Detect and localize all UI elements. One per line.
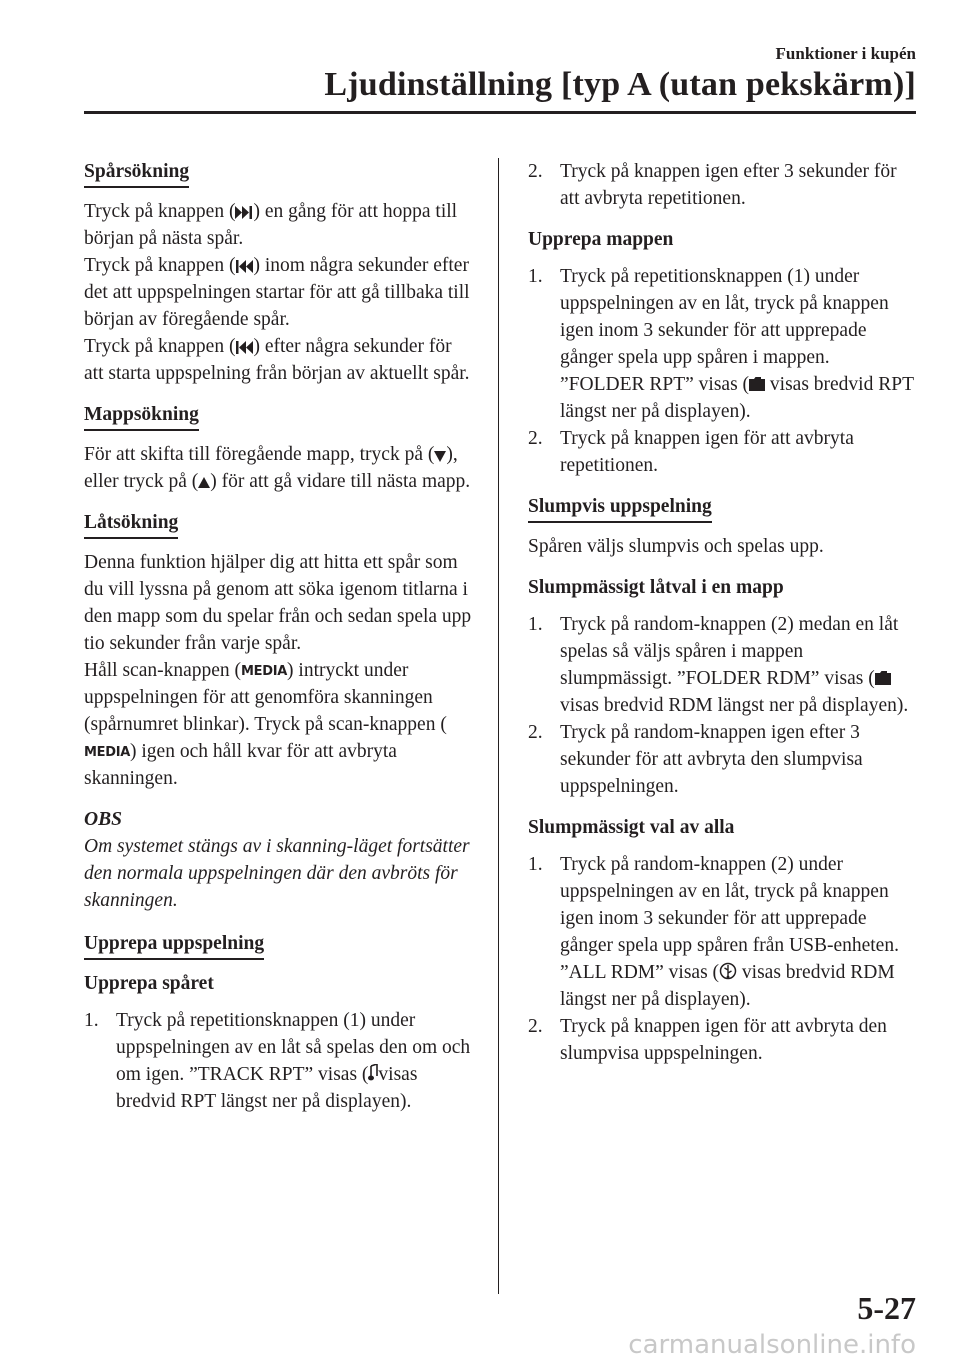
list-item: 1. Tryck på random-knappen (2) medan en låt spelas så väljs spåren i mappen slumpmässigt. ”FOLDER RDM” visas ( visas bredvid RDM längst ner på displayen). (528, 614, 909, 716)
subheading-random-all: Slumpmässigt val av alla (528, 817, 735, 838)
subheading-repeat-folder: Upprepa mappen (528, 229, 674, 250)
repeat-track-list-continued (528, 158, 916, 212)
list-item: 1. Tryck på repetitionsknappen (1) under uppspelningen av en låt, tryck på knappen igen inom 3 sekunder för att upprepade gånger spela upp spåren i mappen. ”FOLDER RPT” visas ( visas bredvid RPT längst ner på displayen). (528, 266, 914, 422)
heading-folder-search: Mappsökning (84, 401, 472, 431)
note-title: OBS (84, 809, 122, 830)
list-item: 2. Tryck på knappen igen för att avbryta repetitionen. (528, 428, 854, 476)
media-button-icon: MEDIA (241, 664, 288, 679)
random-all-list (528, 851, 916, 1067)
header-rule (84, 111, 916, 114)
list-item: 2. Tryck på knappen igen för att avbryta den slumpvisa uppspelningen. (528, 1016, 887, 1064)
track-search-text: Tryck på knappen ( ) en gång för att hoppa till början på nästa spår. (84, 201, 458, 249)
usb-device-icon (719, 962, 737, 980)
repeat-track-list (84, 1007, 472, 1115)
section-title: Funktioner i kupén (775, 44, 916, 63)
watermark: carmanualsonline.info (628, 1330, 916, 1360)
heading-repeat-playback: Upprepa uppspelning (84, 930, 472, 960)
skip-forward-icon (235, 206, 253, 219)
heading-track-search: Spårsökning (84, 158, 472, 188)
subheading-random-folder: Slumpmässigt låtval i en mapp (528, 577, 784, 598)
music-note-icon (368, 1064, 378, 1082)
track-search-text-3: Tryck på knappen ( ) efter några sekunder för att starta uppspelning från början av aktuellt spår. (84, 336, 470, 384)
skip-back-icon (235, 341, 253, 354)
column-divider (498, 158, 499, 1294)
list-item: 2. Tryck på random-knappen igen efter 3 sekunder för att avbryta den slumpvisa uppspelningen. (528, 722, 863, 797)
folder-icon (875, 670, 891, 686)
list-item: 1. Tryck på repetitionsknappen (1) under uppspelningen av en låt så spelas den om och om igen. ”TRACK RPT” visas ( visas bredvid RPT längst ner på displayen). (84, 1010, 471, 1112)
triangle-down-icon (434, 450, 446, 462)
page-title: Ljudinställning [typ A (utan pekskärm)] (324, 66, 916, 103)
random-folder-list (528, 611, 916, 800)
right-column (528, 158, 916, 1079)
random-playback-text: Spåren väljs slumpvis och spelas upp. (528, 536, 824, 557)
heading-random-playback: Slumpvis uppspelning (528, 493, 916, 523)
repeat-folder-list (528, 263, 916, 479)
page-number: 5-27 (857, 1290, 916, 1326)
subheading-repeat-track: Upprepa spåret (84, 973, 214, 994)
folder-icon (749, 376, 765, 392)
left-column (84, 158, 472, 1127)
folder-search-text: För att skifta till föregående mapp, tryck på ( ), eller tryck på ( ) för att gå vidare till nästa mapp. (84, 444, 471, 492)
track-search-text-2: Tryck på knappen ( ) inom några sekunder efter det att uppspelningen startar för att gå tillbaka till början av föregående spår. (84, 255, 470, 330)
note-body: Om systemet stängs av i skanning-läget fortsätter den normala uppspelningen där den avbröts för skanningen. (84, 836, 470, 911)
skip-back-icon (235, 260, 253, 273)
heading-song-search: Låtsökning (84, 509, 472, 539)
song-search-text-2: Håll scan-knappen (MEDIA) intryckt under uppspelningen för att genomföra skanningen (spårnumret blinkar). Tryck på scan-knappen (MEDIA) igen och håll kvar för att avbryta skanningen. (84, 660, 447, 789)
list-item: 1. Tryck på random-knappen (2) under uppspelningen av en låt, tryck på knappen igen inom 3 sekunder för att upprepade gånger spela upp spåren från USB-enheten. ”ALL RDM” visas ( visas bredvid RDM längst ner på displayen). (528, 854, 899, 1010)
triangle-up-icon (198, 477, 210, 489)
song-search-text: Denna funktion hjälper dig att hitta ett spår som du vill lyssna på genom att söka igenom titlarna i den mapp som du spelar från och sedan spela upp tio sekunder från varje spår. (84, 552, 472, 654)
media-button-icon: MEDIA (84, 745, 131, 760)
list-item: 2. Tryck på knappen igen efter 3 sekunder för att avbryta repetitionen. (528, 161, 897, 209)
